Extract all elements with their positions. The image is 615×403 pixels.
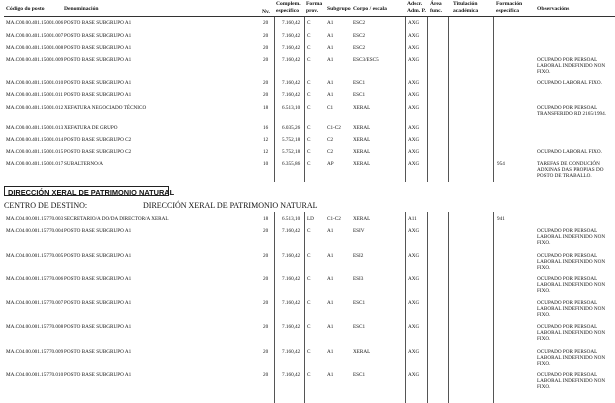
header-area-1: Área	[430, 1, 442, 7]
cell-subgrupo: C1	[327, 105, 334, 111]
header-codigo: Código do posto	[6, 6, 45, 12]
cell-nv: 12	[263, 149, 269, 155]
cell-subgrupo: A1	[327, 80, 334, 86]
table-row	[0, 216, 615, 224]
cell-adscr: AXG	[408, 33, 420, 39]
cell-comp: 6.035,26	[282, 125, 301, 131]
cell-forma: C	[307, 33, 311, 39]
table-row	[0, 253, 615, 272]
cell-adscr: AXG	[408, 45, 420, 51]
cell-codigo: MA.C00.00.401.15001.012	[6, 105, 64, 111]
cell-denom: POSTO BASE SUBGRUPO A1	[64, 300, 132, 306]
cell-denom: POSTO BASE SUBGRUPO A1	[64, 20, 132, 26]
cell-comp: 5.752,18	[282, 149, 301, 155]
cell-adscr: AXG	[408, 253, 420, 259]
cell-corpo: ESI3	[353, 276, 364, 282]
table-row	[0, 161, 615, 180]
table-row	[0, 137, 615, 145]
cell-formacion: 941	[497, 216, 505, 222]
cell-comp: 7.160,42	[282, 324, 301, 330]
cell-subgrupo: C2	[327, 137, 334, 143]
cell-adscr: AXG	[408, 300, 420, 306]
header-denominacion: Denominación	[64, 6, 99, 12]
header-subgrupo: Subgrupo	[327, 6, 351, 12]
cell-adscr: AXG	[408, 276, 420, 282]
cell-obs: OCUPADO POR PERSOAL LABORAL INDEFINIDO NON FIXO.	[537, 57, 606, 76]
cell-denom: POSTO BASE SUBGRUPO A1	[64, 92, 132, 98]
cell-codigo: MA.C00.00.401.15001.011	[6, 92, 64, 98]
table-row	[0, 276, 615, 295]
cell-forma: C	[307, 149, 311, 155]
cell-forma: C	[307, 45, 311, 51]
cell-adscr: AXG	[408, 372, 420, 378]
cell-forma: C	[307, 20, 311, 26]
cell-nv: 12	[263, 137, 269, 143]
cell-comp: 7.160,42	[282, 57, 301, 63]
centro-destino-value: DIRECCIÓN XERAL DE PATRIMONIO NATURAL	[143, 201, 318, 210]
cell-forma: LD	[307, 216, 314, 222]
cell-forma: C	[307, 253, 311, 259]
cell-adscr: AXG	[408, 149, 420, 155]
cell-forma: C	[307, 80, 311, 86]
centro-destino-label: CENTRO DE DESTINO:	[4, 201, 88, 210]
table-row	[0, 33, 615, 41]
cell-comp: 5.752,18	[282, 137, 301, 143]
header-corpo: Corpo / escala	[353, 6, 387, 12]
cell-nv: 20	[263, 33, 269, 39]
cell-adscr: AXG	[408, 161, 420, 167]
cell-codigo: MA.C00.00.401.15001.015	[6, 149, 64, 155]
cell-subgrupo: A1	[327, 276, 334, 282]
cell-adscr: AXG	[408, 80, 420, 86]
cell-denom: POSTO BASE SUBGRUPO A1	[64, 57, 132, 63]
cell-adscr: AXG	[408, 20, 420, 26]
cell-nv: 20	[263, 324, 269, 330]
cell-comp: 6.513,10	[282, 216, 301, 222]
table-row	[0, 125, 615, 133]
cell-subgrupo: C1-C2	[327, 125, 341, 131]
cell-obs: TAREFAS DE CONDUCIÓN ADXINAS DAS PROPIAS DO POSTO DE TRABALLO.	[537, 161, 604, 180]
cell-codigo: MA.C04.00.001.15770.008	[6, 324, 64, 330]
cell-nv: 20	[263, 20, 269, 26]
cell-obs: OCUPADO POR PERSOAL LABORAL INDEFINIDO NON FIXO.	[537, 349, 606, 368]
cell-denom: POSTO BASE SUBGRUPO A1	[64, 45, 132, 51]
cell-corpo: ESC2	[353, 20, 366, 26]
cell-nv: 16	[263, 125, 269, 131]
cell-subgrupo: A1	[327, 349, 334, 355]
cell-codigo: MA.C00.00.401.15001.017	[6, 161, 64, 167]
cell-nv: 18	[263, 105, 269, 111]
cell-subgrupo: C1-C2	[327, 216, 341, 222]
cell-subgrupo: A1	[327, 45, 334, 51]
cell-subgrupo: A1	[327, 228, 334, 234]
cell-forma: C	[307, 276, 311, 282]
header-area-2: func.	[430, 8, 442, 14]
header-rule	[4, 16, 615, 17]
cell-corpo: XERAL	[353, 349, 371, 355]
cell-comp: 7.160,42	[282, 20, 301, 26]
cell-formacion: 954	[497, 161, 505, 167]
cell-codigo: MA.C00.00.401.15001.007	[6, 33, 64, 39]
cell-codigo: MA.C00.00.401.15001.014	[6, 137, 64, 143]
cell-corpo: XERAL	[353, 149, 371, 155]
cell-codigo: MA.C00.00.401.15001.009	[6, 57, 64, 63]
cell-corpo: XERAL	[353, 125, 371, 131]
cell-codigo: MA.C04.00.001.15770.007	[6, 300, 64, 306]
cell-nv: 20	[263, 45, 269, 51]
header-complem-2: específico	[276, 8, 299, 14]
cell-subgrupo: A1	[327, 372, 334, 378]
cell-forma: C	[307, 125, 311, 131]
cell-comp: 7.160,42	[282, 349, 301, 355]
cell-adscr: AXG	[408, 57, 420, 63]
table-row	[0, 324, 615, 343]
cell-corpo: ESC3/ESC5	[353, 57, 379, 63]
table-row	[0, 372, 615, 391]
cell-corpo: ESC1	[353, 372, 366, 378]
cell-forma: C	[307, 349, 311, 355]
cell-nv: 20	[263, 349, 269, 355]
header-nv: Nv.	[262, 9, 270, 15]
cell-denom: POSTO BASE SUBGRUPO C2	[64, 149, 132, 155]
cell-nv: 20	[263, 92, 269, 98]
cell-subgrupo: A1	[327, 33, 334, 39]
cell-nv: 18	[263, 216, 269, 222]
cell-corpo: ESC2	[353, 33, 366, 39]
cell-comp: 7.160,42	[282, 300, 301, 306]
cell-obs: OCUPADO POR PERSOAL LABORAL INDEFINIDO NON FIXO.	[537, 253, 606, 272]
cell-forma: C	[307, 105, 311, 111]
table-row	[0, 228, 615, 247]
section-title: DIRECCIÓN XERAL DE PATRIMONIO NATURAL	[8, 188, 175, 197]
cell-corpo: XERAL	[353, 137, 371, 143]
cell-forma: C	[307, 57, 311, 63]
cell-denom: POSTO BASE SUBGRUPO A1	[64, 228, 132, 234]
cell-forma: C	[307, 161, 311, 167]
header-formacion-1: Formación	[496, 1, 523, 7]
table-row	[0, 349, 615, 368]
cell-denom: POSTO BASE SUBGRUPO A1	[64, 349, 132, 355]
cell-codigo: MA.C04.00.001.15770.006	[6, 276, 64, 282]
cell-subgrupo: A1	[327, 300, 334, 306]
cell-adscr: AXG	[408, 105, 420, 111]
cell-forma: C	[307, 324, 311, 330]
cell-adscr: AXG	[408, 349, 420, 355]
table-row	[0, 20, 615, 28]
cell-corpo: ESC1	[353, 300, 366, 306]
table-row	[0, 92, 615, 100]
cell-adscr: AXG	[408, 228, 420, 234]
cell-subgrupo: A1	[327, 92, 334, 98]
cell-denom: POSTO BASE SUBGRUPO A1	[64, 80, 132, 86]
cell-comp: 6.513,10	[282, 105, 301, 111]
cell-nv: 20	[263, 276, 269, 282]
cell-comp: 7.160,42	[282, 228, 301, 234]
cell-comp: 7.160,42	[282, 33, 301, 39]
cell-comp: 7.160,42	[282, 45, 301, 51]
table-row	[0, 105, 615, 118]
cell-adscr: AXG	[408, 137, 420, 143]
cell-subgrupo: A1	[327, 324, 334, 330]
cell-nv: 10	[263, 161, 269, 167]
cell-codigo: MA.C00.00.401.15001.010	[6, 80, 64, 86]
cell-codigo: MA.C00.00.401.15001.013	[6, 125, 64, 131]
cell-nv: 20	[263, 228, 269, 234]
cell-adscr: A11	[408, 216, 417, 222]
cell-adscr: AXG	[408, 92, 420, 98]
table-row	[0, 57, 615, 76]
table-row	[0, 149, 615, 157]
cell-nv: 20	[263, 253, 269, 259]
header-formacion-2: específica	[496, 8, 519, 14]
cell-denom: POSTO BASE SUBGRUPO C2	[64, 137, 132, 143]
cell-comp: 7.160,42	[282, 92, 301, 98]
cell-comp: 7.160,42	[282, 276, 301, 282]
cell-adscr: AXG	[408, 324, 420, 330]
cell-forma: C	[307, 137, 311, 143]
cell-obs: OCUPADO POR PERSOAL TRANSFERIDO RD 2165/1994.	[537, 105, 607, 118]
cell-denom: POSTO BASE SUBGRUPO A1	[64, 33, 132, 39]
cell-obs: OCUPADO LABORAL FIXO.	[537, 149, 602, 155]
cell-codigo: MA.C04.00.001.15770.004	[6, 228, 64, 234]
header-observacions: Observacións	[537, 6, 570, 12]
cell-obs: OCUPADO POR PERSOAL LABORAL INDEFINIDO NON FIXO.	[537, 228, 606, 247]
header-forma-1: Forma	[306, 1, 323, 7]
cell-codigo: MA.C04.00.001.15770.010	[6, 372, 64, 378]
cell-denom: POSTO BASE SUBGRUPO A1	[64, 276, 132, 282]
cell-obs: OCUPADO POR PERSOAL LABORAL INDEFINIDO NON FIXO.	[537, 300, 606, 319]
cell-forma: C	[307, 92, 311, 98]
cell-corpo: XERAL	[353, 216, 371, 222]
cell-nv: 20	[263, 80, 269, 86]
cell-subgrupo: A1	[327, 253, 334, 259]
header-adscr-2: Adm. P.	[407, 8, 426, 14]
cell-subgrupo: C2	[327, 149, 334, 155]
cell-codigo: MA.C00.00.401.15001.008	[6, 45, 64, 51]
cell-corpo: ESC1	[353, 80, 366, 86]
cell-codigo: MA.C04.00.001.15770.009	[6, 349, 64, 355]
cell-corpo: ESIV	[353, 228, 365, 234]
cell-denom: SUBALTERNO/A	[64, 161, 104, 167]
cell-subgrupo: A1	[327, 57, 334, 63]
cell-denom: POSTO BASE SUBGRUPO A1	[64, 324, 132, 330]
cell-denom: XEFATURA DE GRUPO	[64, 125, 118, 131]
cell-codigo: MA.C04.00.001.15770.005	[6, 253, 64, 259]
cell-denom: XEFATURA NEGOCIADO TÉCNICO	[64, 105, 147, 111]
cell-comp: 7.160,42	[282, 372, 301, 378]
cell-forma: C	[307, 228, 311, 234]
cell-nv: 20	[263, 372, 269, 378]
cell-corpo: ESI2	[353, 253, 364, 259]
header-complem-1: Complem.	[276, 1, 301, 7]
cell-obs: OCUPADO LABORAL FIXO.	[537, 80, 602, 86]
header-titulacion-2: académica	[453, 8, 479, 14]
header-titulacion-1: Titulación	[453, 1, 478, 7]
cell-codigo: MA.C04.00.001.15770.003	[6, 216, 64, 222]
table-row	[0, 80, 615, 88]
cell-codigo: MA.C00.00.401.15001.006	[6, 20, 64, 26]
cell-comp: 6.355,86	[282, 161, 301, 167]
cell-obs: OCUPADO POR PERSOAL LABORAL INDEFINIDO NON FIXO.	[537, 324, 606, 343]
cell-nv: 20	[263, 57, 269, 63]
cell-corpo: ESC2	[353, 45, 366, 51]
cell-denom: POSTO BASE SUBGRUPO A1	[64, 253, 132, 259]
cell-nv: 20	[263, 300, 269, 306]
cell-forma: C	[307, 372, 311, 378]
cell-subgrupo: A1	[327, 20, 334, 26]
cell-corpo: ESC1	[353, 324, 366, 330]
cell-corpo: XERAL	[353, 105, 371, 111]
table-row	[0, 300, 615, 319]
cell-obs: OCUPADO POR PERSOAL LABORAL INDEFINIDO NON FIXO.	[537, 372, 606, 391]
cell-comp: 7.160,42	[282, 253, 301, 259]
cell-subgrupo: AP	[327, 161, 334, 167]
cell-denom: SECRETARIO/A DO/DA DIRECTOR/A XERAL	[64, 216, 169, 222]
table-row	[0, 45, 615, 53]
cell-corpo: ESC1	[353, 92, 366, 98]
cell-adscr: AXG	[408, 125, 420, 131]
cell-comp: 7.160,42	[282, 80, 301, 86]
cell-obs: OCUPADO POR PERSOAL LABORAL INDEFINIDO NON FIXO.	[537, 276, 606, 295]
header-adscr-1: Adscr.	[407, 1, 423, 7]
cell-corpo: XERAL	[353, 161, 371, 167]
cell-forma: C	[307, 300, 311, 306]
cell-denom: POSTO BASE SUBGRUPO A1	[64, 372, 132, 378]
header-forma-2: prov.	[306, 8, 319, 14]
